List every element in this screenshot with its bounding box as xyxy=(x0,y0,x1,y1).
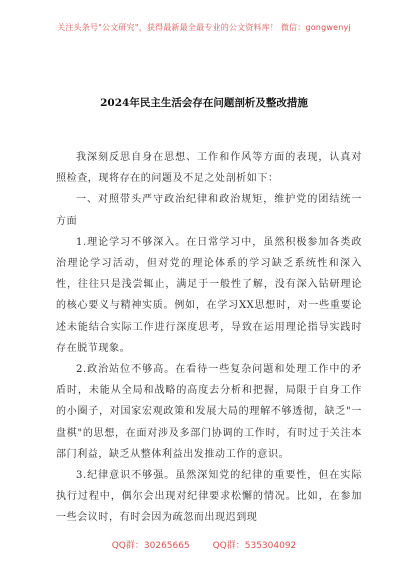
paragraph-1: 1.理论学习不够深入。在日常学习中，虽然积极参加各类政治理论学习活动，但对党的理论体系的学习缺乏系统性和深入性，往往只是浅尝辄止，满足于一般性了解，没有深入钻研理论的核心要义与精神实质。例如，在学习XX思想时，对一些重要论述未能结合实际工作进行深度思考，导致在运用理论指导实践时存在脱节现象。 xyxy=(56,236,362,354)
paragraph-3: 3.纪律意识不够强。虽然深知党的纪律的重要性，但在实际执行过程中，偶尔会出现对纪律要求松懈的情况。比如，在参加一些会议时，有时会因为疏忽而出现迟到现 xyxy=(56,470,362,524)
footer-qq-groups xyxy=(0,538,408,551)
paragraph-2: 2.政治站位不够高。在看待一些复杂问题和处理工作中的矛盾时，未能从全局和战略的高度去分析和把握，局限于自身工作的小圈子，对国家宏观政策和发展大局的理解不够透彻，缺乏"一盘棋"的思想，在面对涉及多部门协调的工作时，有时过于关注本部门利益，缺乏从整体利益出发推动工作的意识。 xyxy=(56,364,362,460)
footer-qq-2: QQ群：535304092 xyxy=(212,541,297,551)
footer-qq-1: QQ群：30265665 xyxy=(111,541,190,551)
document-title: 2024年民主生活会存在问题剖析及整改措施 xyxy=(100,97,308,109)
header-banner: 关注头条号"公文研究"，获得最新最全最专业的公文资料库！ 微信：gongwenyj xyxy=(57,23,351,32)
document-body xyxy=(56,147,362,529)
intro-paragraph: 我深刻反思自身在思想、工作和作风等方面的表现，认真对照检查，现将存在的问题及不足之处剖析如下： xyxy=(56,152,362,185)
section-heading: 一、对照带头严守政治纪律和政治规矩，维护党的团结统一方面 xyxy=(56,194,362,227)
